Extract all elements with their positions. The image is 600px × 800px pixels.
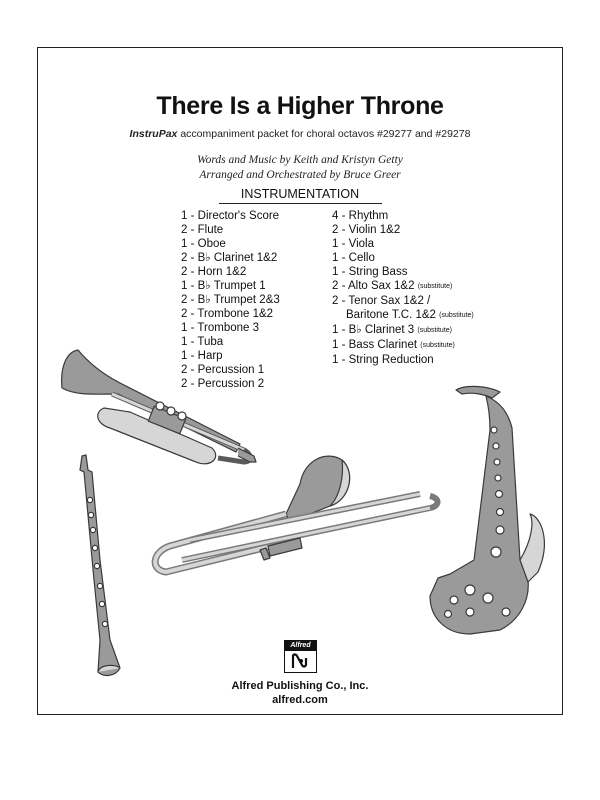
list-item: 2 - Tenor Sax 1&2 /	[332, 295, 431, 307]
list-item: 2 - Percussion 2	[181, 378, 265, 390]
substitute-note: (substitute)	[417, 327, 452, 334]
list-item: 1 - B♭ Trumpet 1	[181, 280, 266, 292]
list-item: 1 - String Bass	[332, 266, 408, 278]
clarinet-icon	[80, 455, 120, 675]
list-item: 1 - Cello	[332, 252, 375, 264]
list-item: 2 - Trombone 1&2	[181, 308, 274, 320]
list-item: 2 - B♭ Clarinet 1&2	[181, 252, 278, 264]
list-item: 1 - B♭ Clarinet 3 (substitute)	[332, 324, 452, 336]
subtitle-text: accompaniment packet for choral octavos #29277 and #29278	[177, 128, 471, 140]
list-item: 1 - Director's Score	[181, 210, 280, 222]
list-item: 2 - Percussion 1	[181, 364, 265, 376]
list-item: 2 - Flute	[181, 224, 224, 236]
list-item: 1 - Oboe	[181, 238, 226, 250]
list-item: Baritone T.C. 1&2 (substitute)	[346, 309, 474, 321]
logo-wordmark: Alfred	[285, 641, 316, 651]
logo-mark	[290, 653, 310, 670]
page-title: There Is a Higher Throne	[156, 92, 444, 120]
credit-words-music: Words and Music by Keith and Kristyn Getty	[197, 154, 403, 166]
saxophone-icon	[430, 386, 544, 634]
list-item: 1 - Viola	[332, 238, 375, 250]
list-item: 2 - Violin 1&2	[332, 224, 401, 236]
subtitle-brand: InstruPax	[129, 128, 178, 140]
list-item: 2 - Horn 1&2	[181, 266, 247, 278]
alfred-logo-icon	[284, 640, 317, 673]
substitute-note: (substitute)	[439, 312, 474, 319]
list-item: 2 - Alto Sax 1&2 (substitute)	[332, 280, 453, 292]
substitute-note: (substitute)	[420, 342, 455, 349]
publisher-name: Alfred Publishing Co., Inc.	[231, 680, 369, 692]
list-item: 1 - String Reduction	[332, 354, 434, 366]
list-item: 1 - Bass Clarinet (substitute)	[332, 339, 455, 351]
list-item: 1 - Harp	[181, 350, 223, 362]
credit-arranger: Arranged and Orchestrated by Bruce Greer	[199, 169, 401, 181]
publisher-website: alfred.com	[272, 694, 328, 706]
trombone-icon	[155, 456, 437, 572]
trumpet-icon	[62, 350, 256, 464]
instrumentation-heading: INSTRUMENTATION	[240, 187, 360, 201]
list-item: 4 - Rhythm	[332, 210, 389, 222]
list-item: 1 - Tuba	[181, 336, 224, 348]
substitute-note: (substitute)	[417, 283, 453, 290]
list-item: 2 - B♭ Trumpet 2&3	[181, 294, 280, 306]
list-item: 1 - Trombone 3	[181, 322, 259, 334]
